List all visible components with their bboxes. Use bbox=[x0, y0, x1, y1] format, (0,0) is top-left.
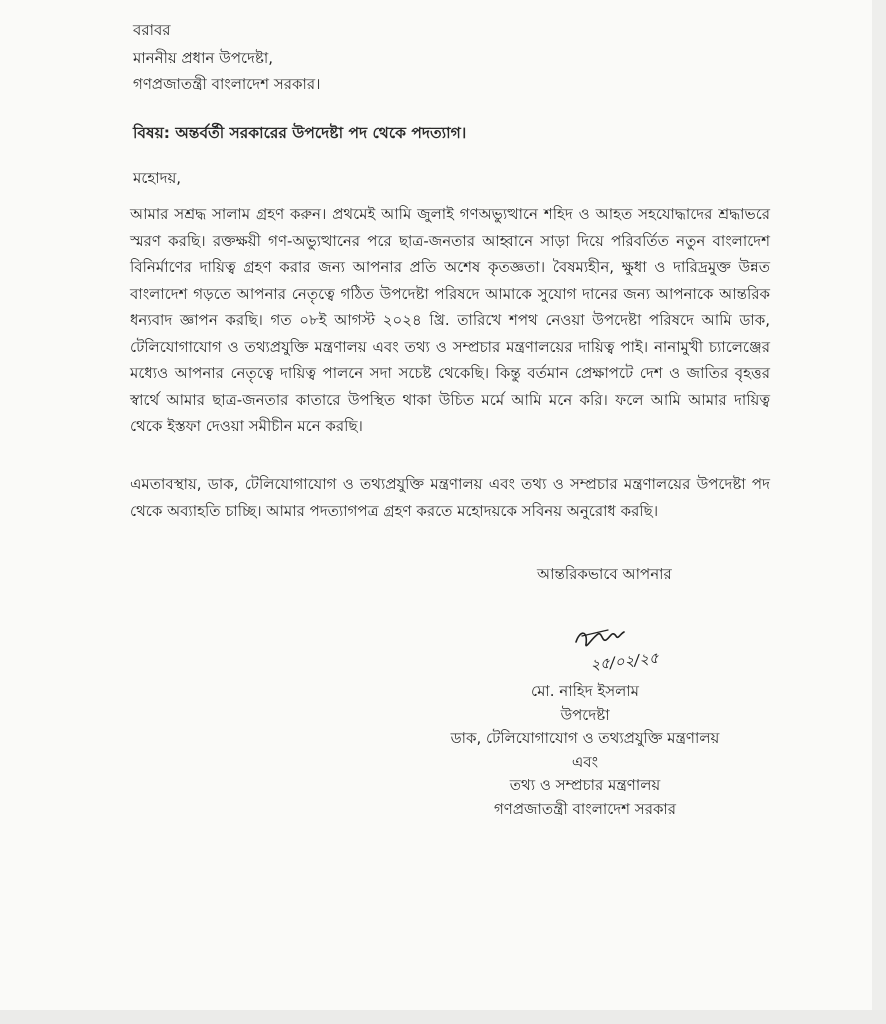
body-paragraph-2: এমতাবস্থায়, ডাক, টেলিযোগাযোগ ও তথ্যপ্রযুক্তি মন্ত্রণালয় এবং তথ্য ও সম্প্রচার মন্ত্রণালয়ের উপদেষ্টা পদ থেকে অব্যাহতি চাচ্ছি। আমার পদত্যাগপত্র গ্রহণ করতে মহোদয়কে সবিনয় অনুরোধ করছি। bbox=[130, 475, 770, 520]
addressee-line-1: বরাবর bbox=[133, 21, 171, 39]
signatory-designation: উপদেষ্টা bbox=[560, 705, 610, 724]
page-edge-right bbox=[872, 0, 886, 1024]
subject-line: বিষয়: অন্তর্বর্তী সরকারের উপদেষ্টা পদ থেকে পদত্যাগ। bbox=[133, 124, 467, 142]
handwritten-signature bbox=[568, 620, 698, 680]
signatory-conjunction: এবং bbox=[571, 752, 599, 771]
salutation: মহোদয়, bbox=[133, 169, 182, 187]
addressee-line-2: মাননীয় প্রধান উপদেষ্টা, bbox=[133, 49, 274, 67]
signature-date: ২৫/০২/২৫ bbox=[589, 648, 660, 674]
addressee-line-3: গণপ্রজাতন্ত্রী বাংলাদেশ সরকার। bbox=[133, 75, 321, 93]
closing-phrase: আন্তরিকভাবে আপনার bbox=[537, 565, 672, 583]
signatory-ministry-1: ডাক, টেলিযোগাযোগ ও তথ্যপ্রযুক্তি মন্ত্রণালয় bbox=[450, 729, 720, 747]
signatory-government: গণপ্রজাতন্ত্রী বাংলাদেশ সরকার bbox=[493, 799, 677, 818]
page-edge-bottom bbox=[0, 1010, 886, 1024]
body-paragraph-1: আমার সশ্রদ্ধ সালাম গ্রহণ করুন। প্রথমেই আমি জুলাই গণঅভ্যুত্থানে শহিদ ও আহত সহযোদ্ধাদের শ্রদ্ধাভরে স্মরণ করছি। রক্তক্ষয়ী গণ-অভ্যুত্থানের পরে ছাত্র-জনতার আহ্বানে সাড়া দিয়ে পরিবর্তিত নতুন বাংলাদেশ বিনির্মাণের দায়িত্ব গ্রহণ করার জন্য আপনার প্রতি অশেষ কৃতজ্ঞতা। বৈষম্যহীন, ক্ষুধা ও দারিদ্রমুক্ত উন্নত বাংলাদেশ গড়তে আপনার নেতৃত্বে গঠিত উপদেষ্টা পরিষদে আমাকে সুযোগ দানের জন্য আপনাকে আন্তরিক ধন্যবাদ জ্ঞাপন করছি। গত ০৮ই আগস্ট ২০২৪ খ্রি. তারিখে শপথ নেওয়া উপদেষ্টা পরিষদে আমি ডাক, টেলিযোগাযোগ ও তথ্যপ্রযুক্তি মন্ত্রণালয় এবং তথ্য ও সম্প্রচার মন্ত্রণালয়ের দায়িত্ব পাই। নানামুখী চ্যালেঞ্জের মধ্যেও আপনার নেতৃত্বে দায়িত্ব পালনে সদা সচেষ্ট থেকেছি। কিন্তু বর্তমান প্রেক্ষাপটে দেশ ও জাতির বৃহত্তর স্বার্থে আমার ছাত্র-জনতার কাতারে উপস্থিত থাকা উচিত মর্মে আমি মনে করি। ফলে আমি আমার দায়িত্ব থেকে ইস্তফা দেওয়া সমীচীন মনে করছি। bbox=[130, 205, 770, 435]
signatory-ministry-2: তথ্য ও সম্প্রচার মন্ত্রণালয় bbox=[509, 776, 661, 794]
signature-block bbox=[420, 680, 750, 821]
signatory-name: মো. নাহিদ ইসলাম bbox=[531, 682, 639, 700]
